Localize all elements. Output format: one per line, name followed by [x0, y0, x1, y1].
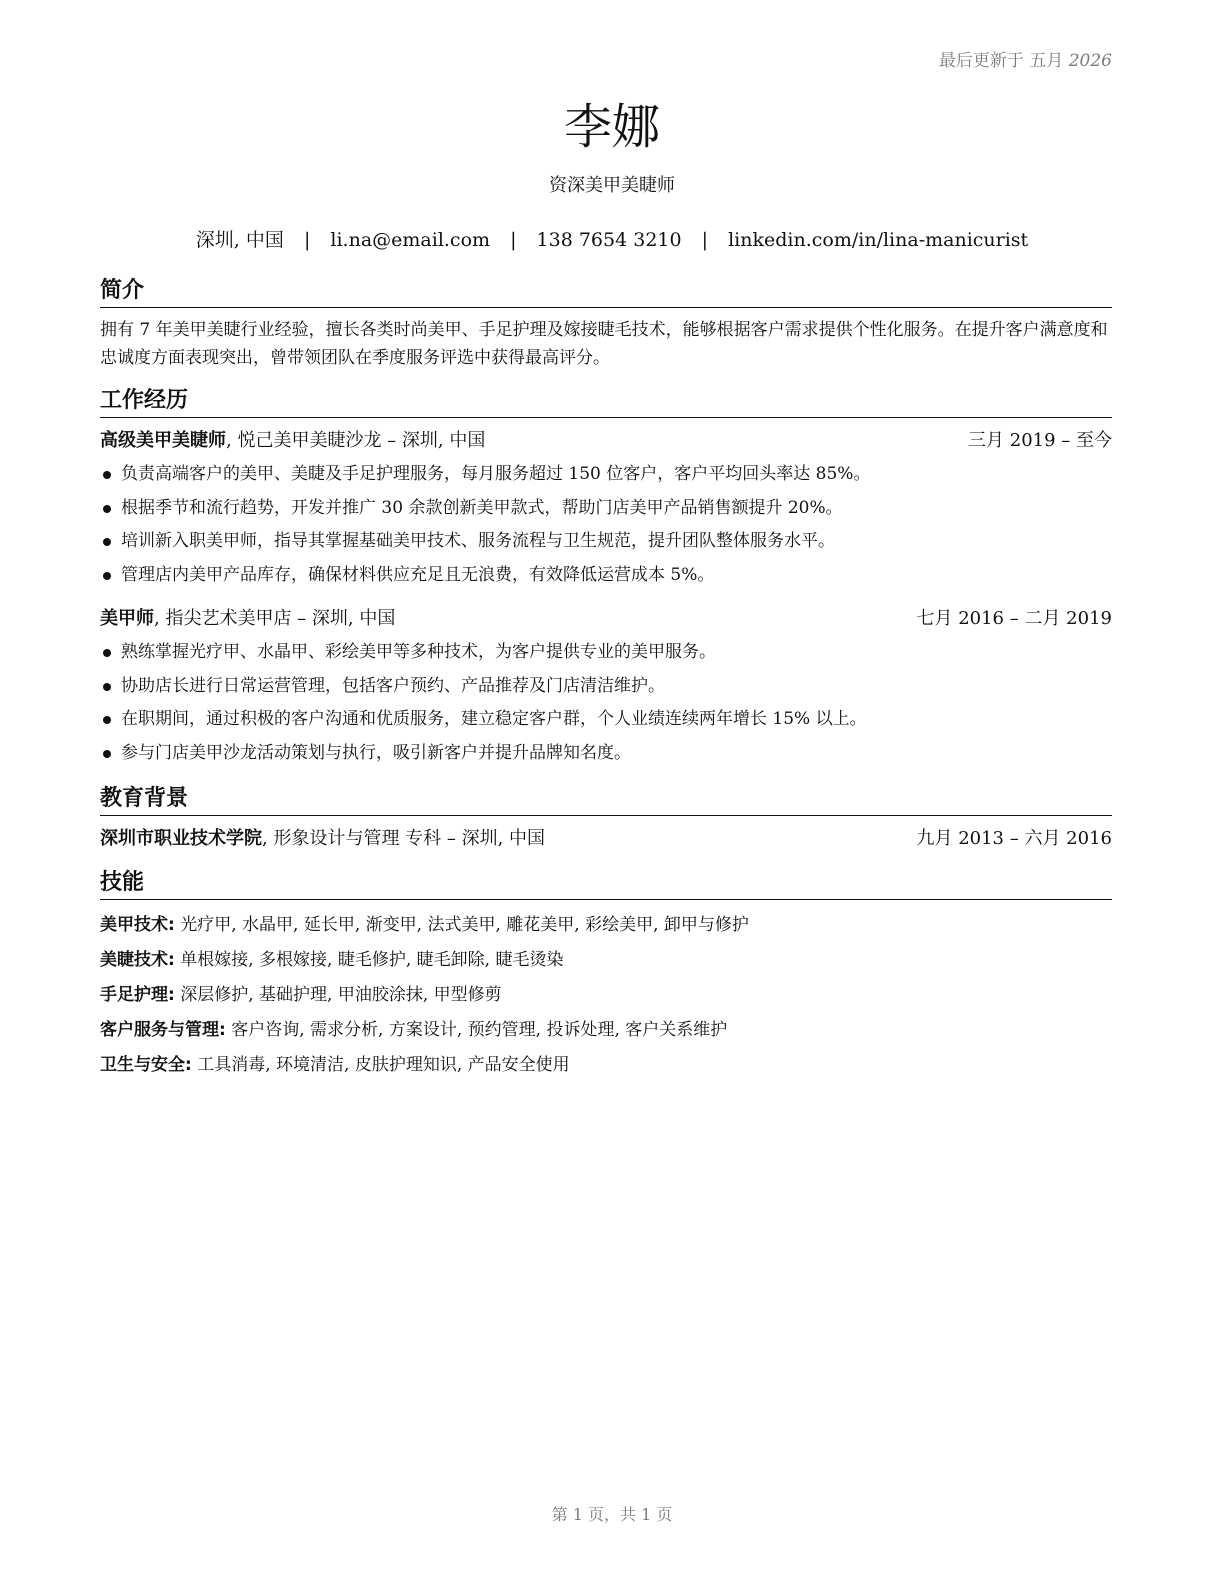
job-role-org: [100, 604, 395, 634]
job-bullet: 根据季节和流行趋势，开发并推广 30 余款创新美甲款式，帮助门店美甲产品销售额提升 20%。: [100, 492, 1112, 526]
skill-row: [100, 1013, 1112, 1048]
section-heading-summary: 简介: [100, 276, 1112, 308]
candidate-name: 李娜: [563, 99, 660, 155]
candidate-title: 资深美甲美睫师: [549, 175, 675, 196]
job-org: , 悦己美甲美睫沙龙 – 深圳, 中国: [226, 430, 486, 451]
skill-label: 客户服务与管理:: [100, 1020, 226, 1040]
skill-label: 美甲技术:: [100, 915, 175, 935]
skill-label: 手足护理:: [100, 985, 175, 1005]
last-updated-prefix: 最后更新于 五月: [938, 51, 1064, 71]
last-updated: [939, 46, 1112, 71]
education-school-detail: [100, 824, 545, 854]
summary-section: [100, 276, 1112, 372]
section-heading-education: 教育背景: [100, 784, 1112, 816]
job-bullet: 协助店长进行日常运营管理，包括客户预约、产品推荐及门店清洁维护。: [100, 670, 1112, 704]
job-header: [100, 604, 1112, 634]
job-org: , 指尖艺术美甲店 – 深圳, 中国: [154, 608, 396, 629]
job-bullets: [100, 636, 1112, 770]
skill-value: 工具消毒, 环境清洁, 皮肤护理知识, 产品安全使用: [197, 1055, 570, 1075]
education-school: 深圳市职业技术学院: [100, 828, 262, 849]
resume-content: [100, 276, 1112, 1083]
education-detail: , 形象设计与管理 专科 – 深圳, 中国: [262, 828, 546, 849]
job-bullet: 熟练掌握光疗甲、水晶甲、彩绘美甲等多种技术，为客户提供专业的美甲服务。: [100, 636, 1112, 670]
job-dates: 三月 2019 – 至今: [968, 430, 1112, 451]
job-dates: 七月 2016 – 二月 2019: [916, 608, 1112, 629]
education-dates: 九月 2013 – 六月 2016: [916, 828, 1112, 849]
skill-row: [100, 943, 1112, 978]
skill-value: 单根嫁接, 多根嫁接, 睫毛修护, 睫毛卸除, 睫毛烫染: [180, 950, 564, 970]
skill-label: 卫生与安全:: [100, 1055, 192, 1075]
education-entry: [100, 824, 1112, 854]
education-section: [100, 784, 1112, 854]
summary-text: 拥有 7 年美甲美睫行业经验，擅长各类时尚美甲、手足护理及嫁接睫毛技术，能够根据客户需求提供个性化服务。在提升客户满意度和忠诚度方面表现突出，曾带领团队在季度服务评选中获得最高评分。: [100, 320, 1108, 368]
job-bullet: 参与门店美甲沙龙活动策划与执行，吸引新客户并提升品牌知名度。: [100, 737, 1112, 771]
contact-phone: 138 7654 3210: [536, 229, 682, 251]
contact-location: 深圳, 中国: [195, 229, 284, 251]
skill-row: [100, 978, 1112, 1013]
job-role-org: [100, 426, 485, 456]
experience-section: [100, 386, 1112, 770]
skill-row: [100, 1048, 1112, 1083]
job-bullet: 负责高端客户的美甲、美睫及手足护理服务，每月服务超过 150 位客户，客户平均回头率达 85%。: [100, 458, 1112, 492]
section-heading-skills: 技能: [100, 868, 1112, 900]
contact-email[interactable]: li.na@email.com: [330, 229, 491, 251]
job-role: 美甲师: [100, 608, 154, 629]
skill-value: 深层修护, 基础护理, 甲油胶涂抹, 甲型修剪: [180, 985, 502, 1005]
job-header: [100, 426, 1112, 456]
job-bullets: [100, 458, 1112, 592]
contact-separator: |: [510, 229, 517, 251]
contact-separator: |: [303, 229, 311, 251]
last-updated-year: 2026: [1068, 51, 1112, 71]
skill-value: 客户咨询, 需求分析, 方案设计, 预约管理, 投诉处理, 客户关系维护: [231, 1020, 728, 1040]
contact-separator: |: [701, 229, 709, 251]
job-bullet: 管理店内美甲产品库存，确保材料供应充足且无浪费，有效降低运营成本 5%。: [100, 559, 1112, 593]
skill-row: [100, 908, 1112, 943]
skill-label: 美睫技术:: [100, 950, 175, 970]
job-bullet: 在职期间，通过积极的客户沟通和优质服务，建立稳定客户群，个人业绩连续两年增长 15% 以上。: [100, 703, 1112, 737]
contact-linkedin[interactable]: linkedin.com/in/lina-manicurist: [728, 229, 1029, 251]
job-role: 高级美甲美睫师: [100, 430, 226, 451]
section-heading-experience: 工作经历: [100, 386, 1112, 418]
job-entry: [100, 426, 1112, 592]
skill-value: 光疗甲, 水晶甲, 延长甲, 渐变甲, 法式美甲, 雕花美甲, 彩绘美甲, 卸甲与修护: [180, 915, 749, 935]
job-bullet: 培训新入职美甲师，指导其掌握基础美甲技术、服务流程与卫生规范，提升团队整体服务水平。: [100, 525, 1112, 559]
contact-line: [0, 225, 1224, 252]
skills-section: [100, 868, 1112, 1083]
page-footer: 第 1 页，共 1 页: [551, 1505, 673, 1524]
job-entry: [100, 604, 1112, 770]
